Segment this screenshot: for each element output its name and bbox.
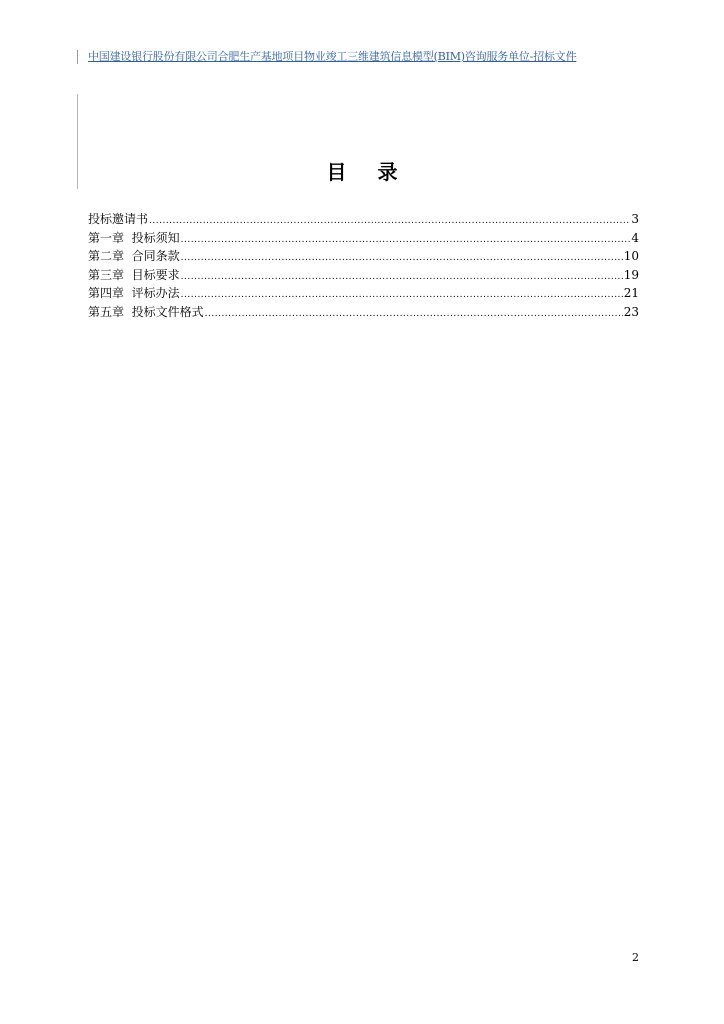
toc-entry-label: 第一章 投标须知 — [88, 230, 180, 245]
toc-entry-label: 第二章 合同条款 — [88, 249, 180, 264]
toc-leader-dots — [181, 231, 631, 250]
toc-entry-label: 第五章 投标文件格式 — [88, 304, 204, 319]
toc-entry-page: 4 — [631, 230, 639, 245]
toc-entry-chapter-3[interactable] — [88, 266, 639, 285]
toc-entry-chapter-2[interactable] — [88, 247, 639, 266]
toc-entry-page: 21 — [623, 286, 639, 301]
toc-leader-dots — [181, 268, 623, 287]
header-margin-mark — [77, 50, 78, 64]
toc-entry-chapter-4[interactable] — [88, 284, 639, 303]
toc-leader-dots — [149, 212, 630, 231]
document-header-title: 中国建设银行股份有限公司合肥生产基地项目物业竣工三维建筑信息模型(BIM)咨询服务单位-招标文件 — [88, 50, 577, 63]
toc-entry-page: 23 — [623, 304, 639, 319]
toc-heading: 目 录 — [326, 160, 410, 184]
toc-entry-chapter-5[interactable] — [88, 303, 639, 322]
toc-entry-invitation[interactable] — [88, 210, 639, 229]
toc-entry-label: 投标邀请书 — [88, 212, 149, 226]
toc-entry-page: 19 — [623, 267, 639, 282]
table-of-contents — [88, 210, 639, 322]
toc-entry-page: 10 — [623, 249, 639, 264]
toc-entry-chapter-1[interactable] — [88, 229, 639, 248]
toc-entry-page: 3 — [631, 212, 639, 226]
toc-leader-dots — [205, 305, 623, 324]
toc-entry-label: 第四章 评标办法 — [88, 286, 180, 301]
page-number: 2 — [632, 951, 639, 964]
toc-entry-label: 第三章 目标要求 — [88, 267, 180, 282]
toc-leader-dots — [181, 286, 623, 305]
toc-leader-dots — [181, 249, 623, 268]
